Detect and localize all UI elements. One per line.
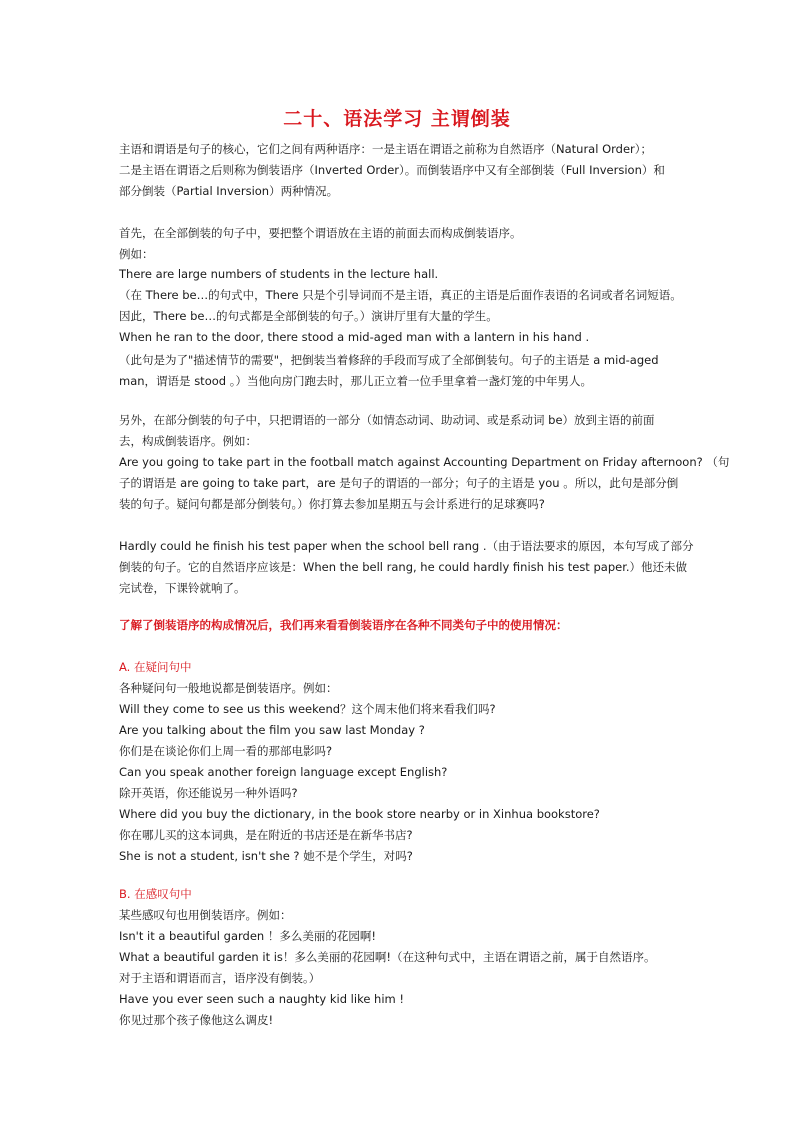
paragraph-line: What a beautiful garden it is！多么美丽的花园啊!（在这种句式中，主语在谓语之前，属于自然语序。	[119, 950, 656, 964]
paragraph-line: 装的句子。疑问句都是部分倒装句。）你打算去参加星期五与会计系进行的足球赛吗?	[119, 497, 545, 511]
paragraph-line: Hardly could he finish his test paper when the school bell rang .（由于语法要求的原因，本句写成了部分	[119, 539, 694, 553]
page-title: 二十、语法学习 主谓倒装	[283, 108, 511, 130]
paragraph-line: 因此，There be…的句式都是全部倒装的句子。）演讲厅里有大量的学生。	[119, 309, 498, 323]
paragraph-line: There are large numbers of students in the lecture hall.	[119, 267, 439, 281]
paragraph-line: 你在哪儿买的这本词典，是在附近的书店还是在新华书店?	[119, 828, 413, 842]
paragraph-line: Can you speak another foreign language except English?	[119, 765, 448, 779]
paragraph-line: 子的谓语是 are going to take part，are 是句子的谓语的一部分；句子的主语是 you 。所以，此句是部分倒	[119, 476, 679, 490]
paragraph-line: 各种疑问句一般地说都是倒装语序。例如：	[119, 681, 338, 695]
section-heading-a: A. 在疑问句中	[119, 660, 192, 674]
paragraph-line: She is not a student, isn't she ? 她不是个学生，对吗?	[119, 849, 413, 863]
paragraph-line: 某些感叹句也用倒装语序。例如：	[119, 908, 292, 922]
paragraph-line: Are you going to take part in the football match against Accounting Department on Friday afternoon? （句	[119, 455, 730, 469]
section-intro: 了解了倒装语序的构成情况后，我们再来看看倒装语序在各种不同类句子中的使用情况：	[119, 618, 568, 632]
paragraph-line: 去，构成倒装语序。例如：	[119, 434, 257, 448]
paragraph-line: 完试卷，下课铃就响了。	[119, 581, 246, 595]
paragraph-line: Have you ever seen such a naughty kid like him !	[119, 992, 405, 1006]
paragraph-line: 首先，在全部倒装的句子中，要把整个谓语放在主语的前面去而构成倒装语序。	[119, 226, 522, 240]
paragraph-line: 主语和谓语是句子的核心，它们之间有两种语序：一是主语在谓语之前称为自然语序（Natural Order）；	[119, 142, 652, 156]
paragraph-line: 你们是在谈论你们上周一看的那部电影吗?	[119, 744, 333, 758]
paragraph-line: 你见过那个孩子像他这么调皮!	[119, 1013, 274, 1027]
paragraph-line: Where did you buy the dictionary, in the book store nearby or in Xinhua bookstore?	[119, 807, 600, 821]
paragraph-line: （在 There be…的句式中，There 只是个引导词而不是主语，真正的主语是后面作表语的名词或者名词短语。	[119, 288, 682, 302]
paragraph-line: （此句是为了"描述情节的需要"，把倒装当着修辞的手段而写成了全部倒装句。句子的主语是 a mid-aged man，谓语是 stood 。）当他向房门跑去时，那儿正立着一位手里拿着一盏灯笼的中年男人。	[119, 353, 659, 388]
section-heading-b: B. 在感叹句中	[119, 887, 192, 901]
paragraph-line: 除开英语，你还能说另一种外语吗?	[119, 786, 298, 800]
paragraph-line: Will they come to see us this weekend？这个周末他们将来看我们吗?	[119, 702, 496, 716]
paragraph-line: 对于主语和谓语而言，语序没有倒装。）	[119, 971, 321, 985]
paragraph-line: Are you talking about the film you saw last Monday ?	[119, 723, 425, 737]
paragraph-line: 例如：	[119, 247, 154, 261]
paragraph-line: Isn't it a beautiful garden ！多么美丽的花园啊!	[119, 929, 376, 943]
paragraph-line: When he ran to the door, there stood a mid-aged man with a lantern in his hand .	[119, 330, 590, 344]
paragraph-line: 部分倒装（Partial Inversion）两种情况。	[119, 184, 339, 198]
paragraph-line: 另外，在部分倒装的句子中，只把谓语的一部分（如情态动词、助动词、或是系动词 be）放到主语的前面	[119, 413, 655, 427]
paragraph-line: 倒装的句子。它的自然语序应该是：When the bell rang, he could hardly finish his test paper.）他还未做	[119, 560, 688, 574]
paragraph-line: 二是主语在谓语之后则称为倒装语序（Inverted Order）。而倒装语序中又有全部倒装（Full Inversion）和	[119, 163, 665, 177]
